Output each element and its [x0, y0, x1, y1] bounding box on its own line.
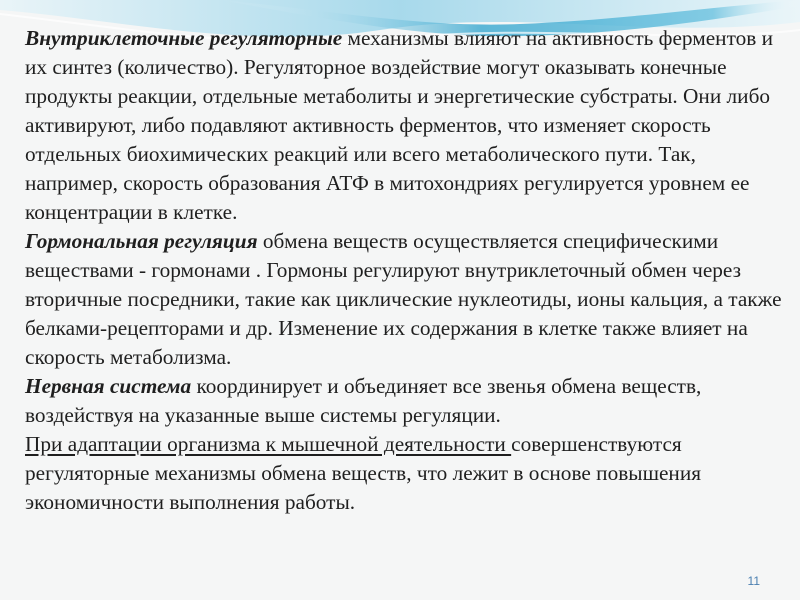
term-intracellular-regulatory: Внутриклеточные регуляторные	[25, 26, 343, 50]
paragraph-text: механизмы влияют на активность ферментов и их синтез (количество). Регуляторное воздействие могут оказывать конечные продукты реакции, отдельные метаболиты и энергетические субстраты. Они либо активируют, либо подавляют активность ферментов, что изменяет скорость отдельных биохимических реакций или всего метаболического пути. Так, например, скорость образования АТФ в митохондриях регулируется уровнем ее концентрации в клетке.	[25, 26, 774, 224]
paragraph-nervous-system	[25, 372, 785, 430]
paragraph-hormonal-regulation	[25, 227, 785, 372]
paragraph-intracellular-regulation	[25, 24, 785, 227]
slide-body-text	[25, 24, 785, 517]
term-hormonal-regulation: Гормональная регуляция	[25, 229, 258, 253]
paragraph-text: координирует и объединяет все звенья обмена веществ, воздействуя на указанные выше системы регуляции.	[25, 374, 702, 427]
paragraph-text: обмена веществ осуществляется специфическими веществами - гормонами . Гормоны регулируют внутриклеточный обмен через вторичные посредники, такие как циклические нуклеотиды, ионы кальция, а также белками-рецепторами и др. Изменение их содержания в клетке также влияет на скорость метаболизма.	[25, 229, 782, 369]
paragraph-text: совершенствуются регуляторные механизмы обмена веществ, что лежит в основе повышения экономичности выполнения работы.	[25, 432, 702, 514]
page-number: 11	[747, 574, 760, 588]
term-nervous-system: Нервная система	[25, 374, 192, 398]
paragraph-adaptation	[25, 430, 785, 517]
underlined-phrase-adaptation: При адаптации организма к мышечной деятельности	[25, 432, 512, 456]
